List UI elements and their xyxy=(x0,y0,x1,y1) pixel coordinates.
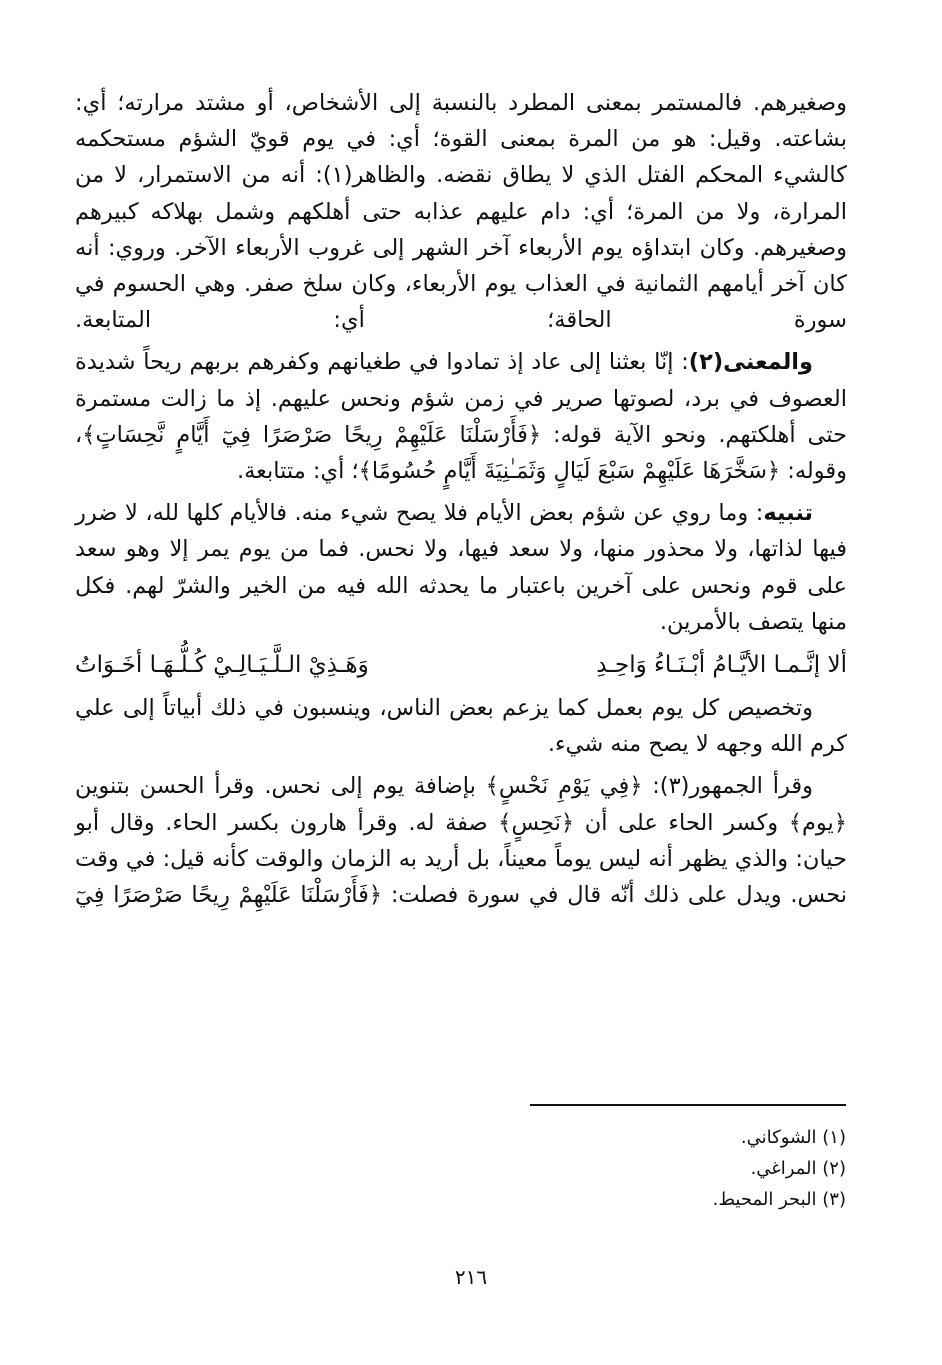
paragraph-3-text: : وما روي عن شؤم بعض الأيام فلا يصح شيء منه. فالأيام كلها لله، لا ضرر فيها لذاتها، ولا محذور منها، ولا سعد فيها، ولا نحس. فما من يوم يمر إلا وهو سعد على قوم ونحس على آخرين باعتبار ما يحدثه الله فيه من الخير والشرّ لهم. فكل منها يتصف بالأمرين. xyxy=(75,500,847,635)
footnote-3: (٣) البحر المحيط. xyxy=(712,1189,846,1210)
footnote-2: (٢) المراغي. xyxy=(750,1158,846,1179)
footnotes xyxy=(446,1122,846,1215)
paragraph-2-text: : إنّا بعثنا إلى عاد إذ تمادوا في طغيانهم وكفرهم بربهم ريحاً شديدة العصوف في برد، لصوتها صرير في زمن شؤم ونحس عليهم. إذ ما زالت مستمرة حتى أهلكتهم. ونحو الآية قوله: ﴿فَأَرْسَلْنَا عَلَيْهِمْ رِيحًا صَرْصَرًا فِيٓ أَيَّامٍ نَّحِسَاتٍ﴾، وقوله: ﴿سَخَّرَهَا عَلَيْهِمْ سَبْعَ لَيَالٍ وَثَمَـٰنِيَةَ أَيَّامٍ حُسُومًا﴾؛ أي: متتابعة. xyxy=(75,349,847,485)
page-number: ٢١٦ xyxy=(454,1265,488,1289)
paragraph-after-verse xyxy=(75,690,847,762)
footnote-1: (١) الشوكاني. xyxy=(740,1127,846,1148)
paragraph-1 xyxy=(75,85,847,338)
paragraph-final-text: وقرأ الجمهور(٣): ﴿فِي يَوْمِ نَحْسٍ﴾ بإضافة يوم إلى نحس. وقرأ الحسن بتنوين ﴿يوم﴾ وكسر الحاء على أن ﴿نَحِسٍ﴾ صفة له. وقرأ هارون بكسر الحاء. وقال أبو حيان: والذي يظهر أنه ليس يوماً معيناً، بل أريد به الزمان والوقت كأنه قيل: في وقت نحس. ويدل على ذلك أنّه قال في سورة فصلت: ﴿فَأَرْسَلْنَا عَلَيْهِمْ رِيحًا صَرْصَرًا فِيٓ xyxy=(75,773,847,909)
paragraph-3-heading: تنبيه xyxy=(763,500,813,527)
paragraph-after-verse-text: وتخصيص كل يوم بعمل كما يزعم بعض الناس، وينسبون في ذلك أبياتاً إلى علي كرم الله وجهه لا يصح منه شيء. xyxy=(75,695,847,758)
paragraph-2 xyxy=(75,344,847,489)
paragraph-1-text: وصغيرهم. فالمستمر بمعنى المطرد بالنسبة إلى الأشخاص، أو مشتد مرارته؛ أي: بشاعته. وقيل: هو من المرة بمعنى القوة؛ أي: في يوم قويّ الشؤم مستحكمه كالشيء المحكم الفتل الذي لا يطاق نقضه. والظاهر(١): أنه من الاستمرار، لا من المرارة، ولا من المرة؛ أي: دام عليهم عذابه حتى أهلكهم وشمل بهلاكه كبيرهم وصغيرهم. وكان ابتداؤه يوم الأربعاء آخر الشهر إلى غروب الأربعاء الآخر. وروي: أنه كان آخر أيامهم الثمانية في العذاب يوم الأربعاء، وكان سلخ صفر. وهي الحسوم في سورة الحاقة؛ أي: المتابعة. xyxy=(75,90,847,334)
footnote-divider xyxy=(530,1104,846,1106)
paragraph-2-heading: والمعنى(٢) xyxy=(688,349,813,376)
verse-second-hemistich: وَهَـذِيْ الـلَّـيَـالِـيْ كُـلُّـهَـا أخَـوَاتُ xyxy=(75,652,369,679)
poetry-verse xyxy=(75,646,847,684)
page-body xyxy=(75,85,847,919)
verse-first-hemistich: ألا إنَّـمـا الأيَّـامُ أبْـنَـاءُ وَاحِـدِ xyxy=(596,652,847,679)
paragraph-final xyxy=(75,768,847,913)
paragraph-3 xyxy=(75,495,847,640)
